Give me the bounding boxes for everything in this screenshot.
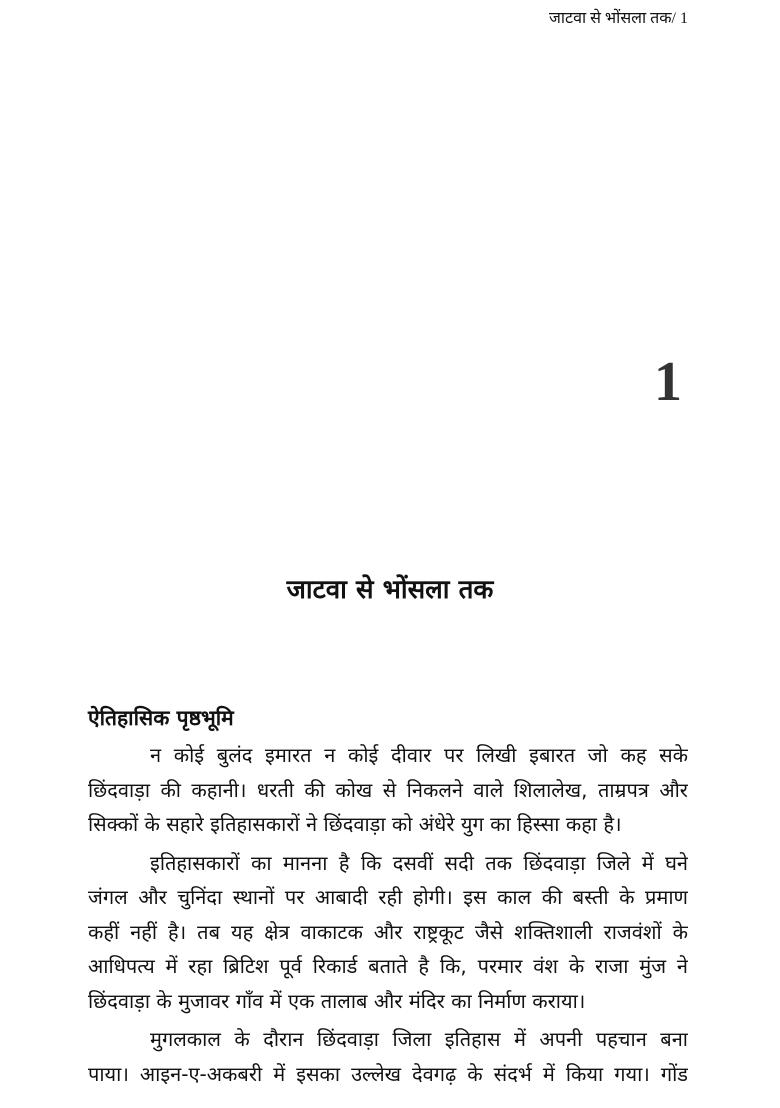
text-line: न कोई बुलंद इमारत न कोई दीवार पर लिखी इबारत जो कह सके: [150, 743, 688, 767]
text-line: पाया। आइन-ए-अकबरी में इसका उल्लेख देवगढ़ के संदर्भ में किया गया। गोंड: [88, 1061, 688, 1086]
text-line: छिंदवाड़ा की कहानी। धरती की कोख से निकलने वाले शिलालेख, ताम्रपत्र और: [88, 777, 688, 802]
text-line: छिंदवाड़ा के मुजावर गाँव में एक तालाब और मंदिर का निर्माण कराया।: [88, 988, 586, 1013]
running-header: जाटवा से भोंसला तक/ 1: [549, 10, 688, 27]
text-line: आधिपत्य में रहा ब्रिटिश पूर्व रिकार्ड बताते है कि, परमार वंश के राजा मुंज ने: [88, 954, 688, 978]
section-heading: ऐतिहासिक पृष्ठभूमि: [88, 706, 234, 730]
text-line: मुगलकाल के दौरान छिंदवाड़ा जिला इतिहास में अपनी पहचान बना: [150, 1027, 688, 1051]
chapter-number: 1: [654, 351, 682, 413]
text-line: कहीं नहीं है। तब यह क्षेत्र वाकाटक और राष्ट्रकूट जैसे शक्तिशाली राजवंशों के: [88, 919, 688, 944]
body-text: [88, 738, 688, 1091]
text-line: सिक्कों के सहारे इतिहासकारों ने छिंदवाड़ा को अंधेरे युग का हिस्सा कहा है।: [88, 812, 622, 836]
paragraph: [88, 1022, 688, 1091]
text-line: इतिहासकारों का मानना है कि दसवीं सदी तक छिंदवाड़ा जिले में घने: [150, 850, 688, 875]
chapter-title: जाटवा से भोंसला तक: [286, 575, 494, 605]
text-line: जंगल और चुनिंदा स्थानों पर आबादी रही होगी। इस काल की बस्ती के प्रमाण: [88, 885, 688, 909]
paragraph: [88, 738, 688, 842]
paragraph: [88, 846, 688, 1019]
